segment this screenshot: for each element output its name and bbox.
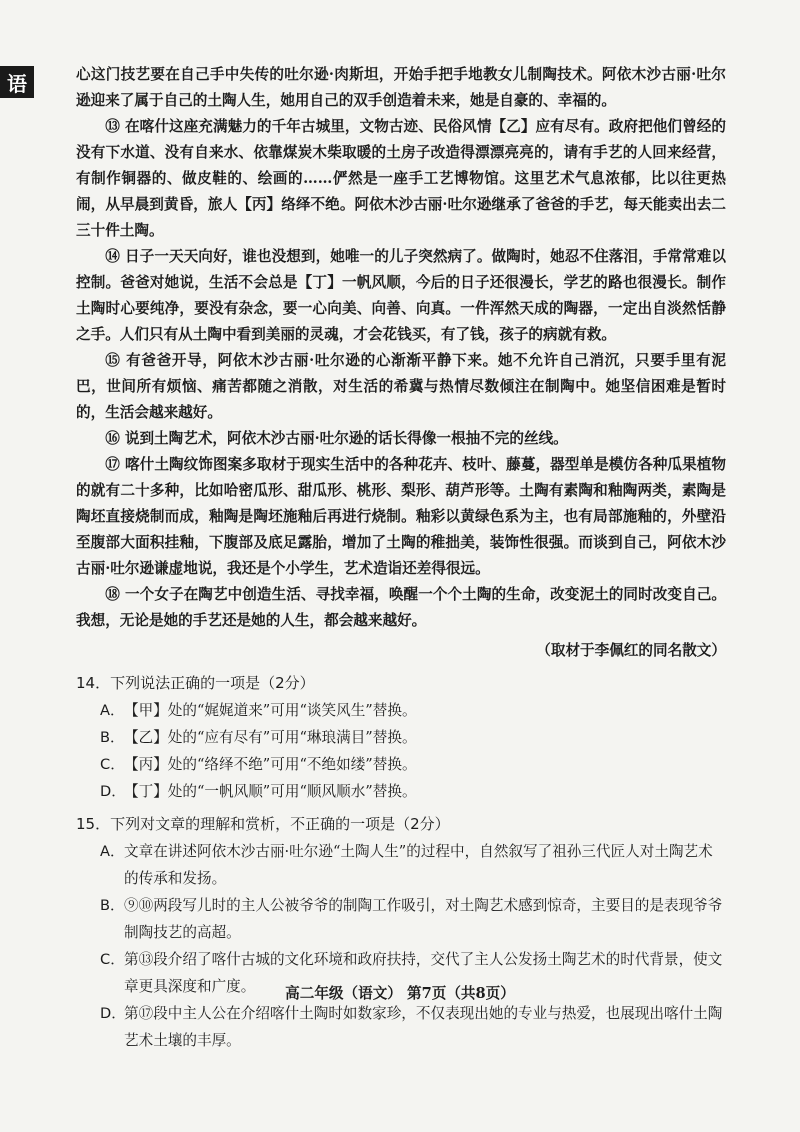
paragraph-17: ⑰ 喀什土陶纹饰图案多取材于现实生活中的各种花卉、枝叶、藤蔓，器型单是模仿各种瓜果植物的就有二十多种，比如哈密瓜形、甜瓜形、桃形、梨形、葫芦形等。土陶有素陶和釉陶两类，素陶是陶坯直接烧制而成，釉陶是陶坯施釉后再进行烧制。釉彩以黄绿色系为主，也有局部施釉的，外壁沿至腹部大面积挂釉，下腹部及底足露胎，增加了土陶的稚拙美，装饰性很强。而谈到自己，阿依木沙古丽·吐尔逊谦虚地说，我还是个小学生，艺术造诣还差得很远。: [76, 456, 726, 577]
option-text: 【丁】处的“一帆风顺”可用“顺风顺水”替换。: [124, 783, 417, 800]
paragraph-18: ⑱ 一个女子在陶艺中创造生活、寻找幸福，唤醒一个个土陶的生命，改变泥土的同时改变自己。我想，无论是她的手艺还是她的人生，都会越来越好。: [76, 586, 726, 629]
option-text: 文章在讲述阿依木沙古丽·吐尔逊“土陶人生”的过程中，自然叙写了祖孙三代匠人对土陶艺术的传承和发扬。: [124, 843, 713, 887]
article: [76, 62, 726, 664]
option-b: [76, 892, 726, 946]
option-d: [76, 778, 726, 805]
paragraph-14: ⑭ 日子一天天向好，谁也没想到，她唯一的儿子突然病了。做陶时，她忍不住落泪，手常常难以控制。爸爸对她说，生活不会总是【丁】一帆风顺，今后的日子还很漫长，学艺的路也很漫长。制作土陶时心要纯净，要没有杂念，要一心向美、向善、向真。一件浑然天成的陶器，一定出自淡然恬静之手。人们只有从土陶中看到美丽的灵魂，才会花钱买，有了钱，孩子的病就有救。: [76, 248, 726, 343]
option-c: [76, 751, 726, 778]
exam-page: [76, 62, 726, 1054]
option-letter: C．: [100, 951, 125, 968]
option-letter: D．: [100, 1005, 126, 1022]
option-letter: A．: [100, 702, 125, 719]
option-letter: A．: [100, 843, 125, 860]
option-text: 第⑰段中主人公在介绍喀什土陶时如数家珍，不仅表现出她的专业与热爱，也展现出喀什土陶艺术土壤的丰厚。: [124, 1005, 723, 1049]
paragraph-13: ⑬ 在喀什这座充满魅力的千年古城里，文物古迹、民俗风情【乙】应有尽有。政府把他们曾经的没有下水道、没有自来水、依靠煤炭木柴取暖的土房子改造得漂漂亮亮的，请有手艺的人回来经营，有制作铜器的、做皮鞋的、绘画的……俨然是一座手工艺博物馆。这里艺术气息浓郁，比以往更热闹，从早晨到黄昏，旅人【丙】络绎不绝。阿依木沙古丽·吐尔逊继承了爸爸的手艺，每天能卖出去二三十件土陶。: [76, 118, 726, 239]
question-15: [76, 811, 726, 1054]
option-d: [76, 1000, 726, 1054]
article-source: （取材于李佩红的同名散文）: [536, 642, 726, 659]
option-a: [76, 838, 726, 892]
paragraph-15: ⑮ 有爸爸开导，阿依木沙古丽·吐尔逊的心渐渐平静下来。她不允许自己消沉，只要手里有泥巴，世间所有烦恼、痛苦都随之消散，对生活的希冀与热情尽数倾注在制陶中。她坚信困难是暂时的，生活会越来越好。: [76, 352, 726, 421]
option-b: [76, 724, 726, 751]
option-letter: D．: [100, 783, 126, 800]
option-a: [76, 697, 726, 724]
option-text: 【甲】处的“娓娓道来”可用“谈笑风生”替换。: [124, 702, 417, 719]
option-text: 【丙】处的“络绎不绝”可用“不绝如缕”替换。: [124, 756, 417, 773]
option-text: 【乙】处的“应有尽有”可用“琳琅满目”替换。: [124, 729, 417, 746]
paragraph-16: ⑯ 说到土陶艺术，阿依木沙古丽·吐尔逊的话长得像一根抽不完的丝线。: [105, 430, 568, 447]
subject-tab: 语: [0, 66, 34, 98]
question-stem: 14．下列说法正确的一项是（2分）: [76, 674, 315, 692]
page-footer: 高二年级（语文） 第7页（共8页）: [285, 985, 515, 1002]
question-14: [76, 670, 726, 805]
option-text: ⑨⑩两段写儿时的主人公被爷爷的制陶工作吸引，对土陶艺术感到惊奇，主要目的是表现爷爷制陶技艺的高超。: [124, 897, 723, 941]
option-letter: C．: [100, 756, 125, 773]
option-letter: B．: [100, 729, 125, 746]
question-stem: 15．下列对文章的理解和赏析，不正确的一项是（2分）: [76, 815, 450, 833]
option-letter: B．: [100, 897, 125, 914]
option-text: 第⑬段介绍了喀什古城的文化环境和政府扶持，交代了主人公发扬土陶艺术的时代背景，使文章更具深度和广度。: [124, 951, 723, 995]
paragraph-12-end: 心这门技艺要在自己手中失传的吐尔逊·肉斯坦，开始手把手地教女儿制陶技术。阿依木沙古丽·吐尔逊迎来了属于自己的土陶人生，她用自己的双手创造着未来，她是自豪的、幸福的。: [76, 66, 726, 109]
